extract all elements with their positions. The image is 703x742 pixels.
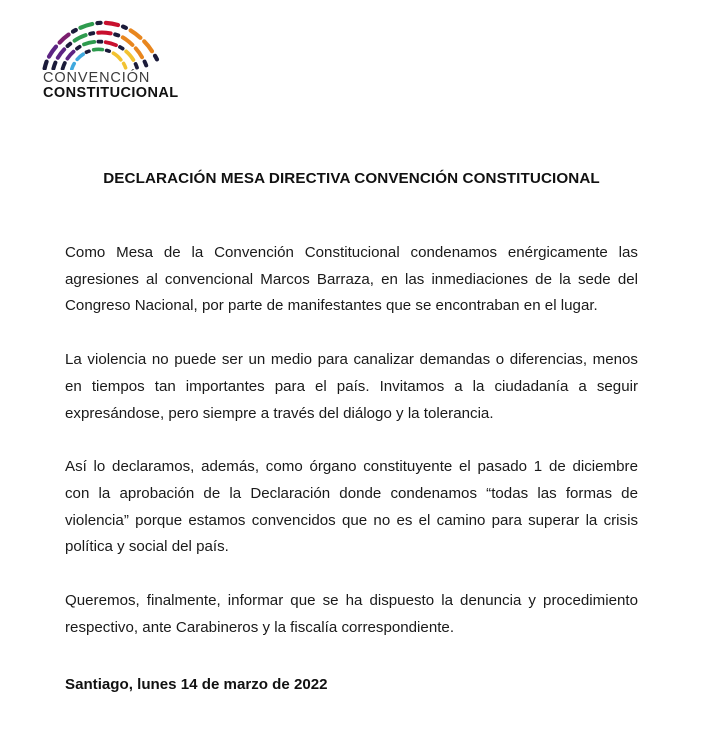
body-paragraph: Queremos, finalmente, informar que se ha dispuesto la denuncia y procedimiento respectivo, ante Carabineros y la fiscalía correspondiente.	[65, 592, 638, 636]
body-paragraph: Como Mesa de la Convención Constitucional condenamos enérgicamente las agresiones al convencional Marcos Barraza, en las inmediaciones de la sede del Congreso Nacional, por parte de manifestantes que se encontraban en el lugar.	[65, 244, 638, 315]
page-title: DECLARACIÓN MESA DIRECTIVA CONVENCIÓN CONSTITUCIONAL	[103, 170, 600, 188]
body-paragraph: Así lo declaramos, además, como órgano constituyente el pasado 1 de diciembre con la aprobación de la Declaración donde condenamos “todas las formas de violencia” porque estamos convencidos que no es el camino para superar la crisis política y social del país.	[65, 458, 638, 556]
letterhead	[40, 18, 220, 101]
place-and-date: Santiago, lunes 14 de marzo de 2022	[65, 676, 328, 693]
logo-wordmark	[43, 71, 220, 101]
document-body	[65, 240, 638, 641]
body-paragraph: La violencia no puede ser un medio para canalizar demandas o diferencias, menos en tiempos tan importantes para el país. Invitamos a la ciudadanía a seguir expresándose, pero siempre a través del diálogo y la tolerancia.	[65, 351, 638, 422]
convencion-constitucional-rainbow-arc-logo	[40, 18, 164, 70]
logo-wordmark-line2: CONSTITUCIONAL	[43, 84, 179, 101]
logo-wordmark-line1: CONVENCIÓN	[43, 70, 151, 86]
